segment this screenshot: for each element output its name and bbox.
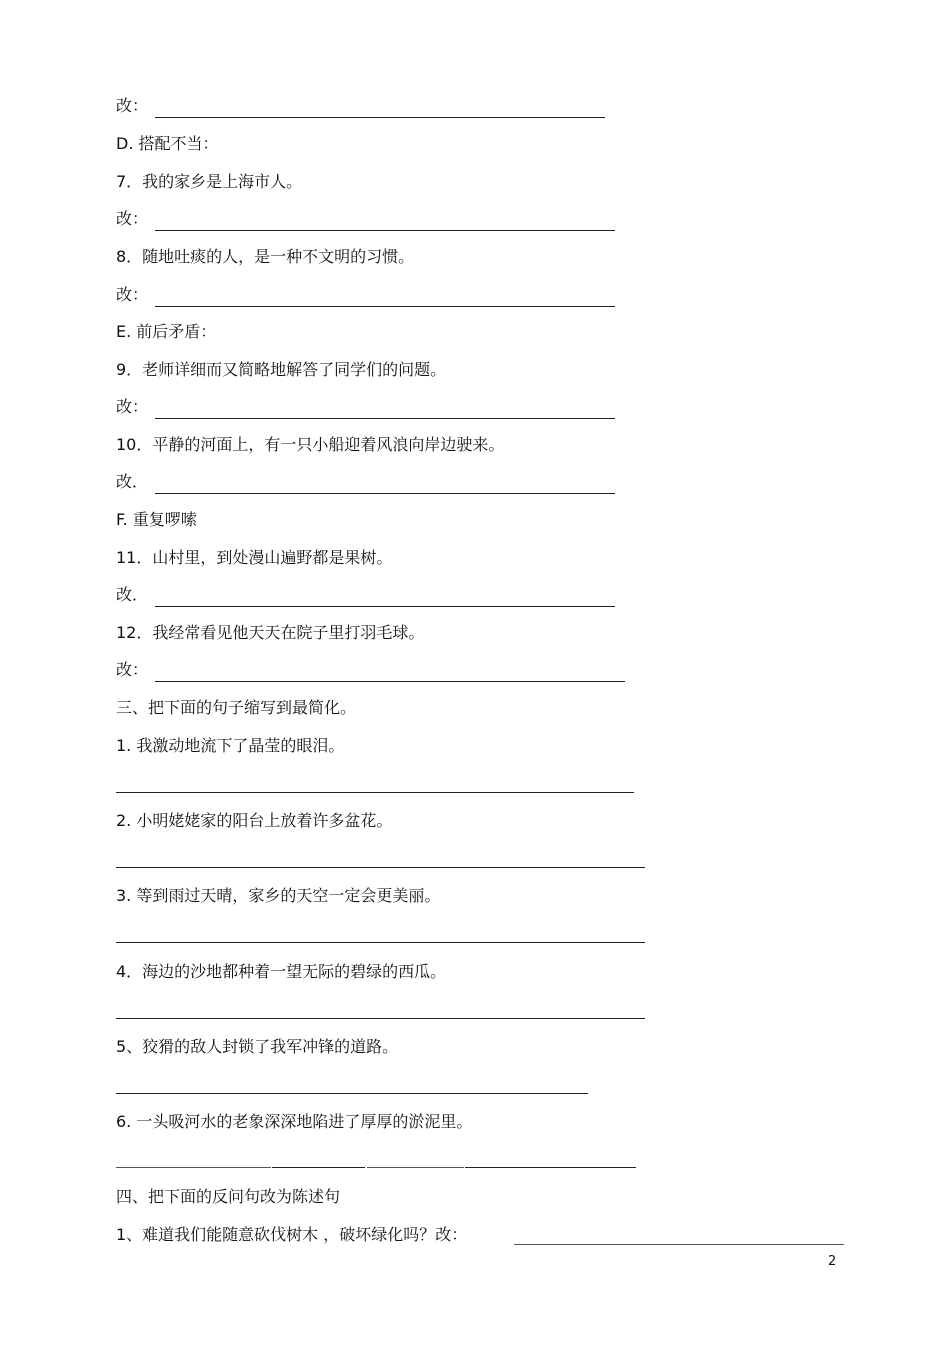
answer-line[interactable]	[155, 493, 615, 494]
question-8: 8．随地吐痰的人，是一种不文明的习惯。	[116, 247, 415, 266]
answer-line-segment[interactable]	[272, 1167, 365, 1168]
question-9: 9．老师详细而又简略地解答了同学们的问题。	[116, 360, 447, 379]
sentence-2: 2. 小明姥姥家的阳台上放着许多盆花。	[116, 811, 393, 830]
answer-line[interactable]	[155, 418, 615, 419]
section-heading: 三、把下面的句子缩写到最简化。	[116, 698, 357, 717]
sentence-5: 5、狡猾的敌人封锁了我军冲锋的道路。	[116, 1037, 399, 1056]
answer-line[interactable]	[155, 117, 605, 118]
answer-line-segment[interactable]	[465, 1167, 636, 1168]
answer-label: 改：	[116, 96, 149, 115]
sentence-6: 6. 一头吸河水的老象深深地陷进了厚厚的淤泥里。	[116, 1112, 473, 1131]
answer-label: 改．	[116, 585, 149, 604]
answer-line[interactable]	[155, 606, 615, 607]
answer-label: 改：	[116, 397, 149, 416]
answer-label: 改．	[116, 472, 149, 491]
answer-label: 改：	[116, 660, 149, 679]
section-heading: 四、把下面的反问句改为陈述句	[116, 1187, 341, 1206]
question-12: 12．我经常看见他天天在院子里打羽毛球。	[116, 623, 425, 642]
sentence-1: 1. 我激动地流下了晶莹的眼泪。	[116, 736, 345, 755]
answer-line[interactable]	[116, 1093, 588, 1094]
question-11: 11．山村里，到处漫山遍野都是果树。	[116, 548, 393, 567]
section-heading: D. 搭配不当：	[116, 134, 219, 153]
answer-line-segment[interactable]	[367, 1167, 464, 1168]
answer-line[interactable]	[514, 1244, 844, 1245]
answer-line-segment[interactable]	[116, 1167, 271, 1168]
section-heading: E. 前后矛盾：	[116, 322, 217, 341]
answer-line[interactable]	[116, 867, 645, 868]
answer-line[interactable]	[116, 942, 645, 943]
page-number: 2	[828, 1254, 837, 1269]
answer-line[interactable]	[155, 230, 615, 231]
sentence-4: 4．海边的沙地都种着一望无际的碧绿的西瓜。	[116, 962, 447, 981]
question-7: 7．我的家乡是上海市人。	[116, 172, 303, 191]
answer-label: 改：	[116, 285, 149, 304]
answer-line[interactable]	[116, 792, 634, 793]
answer-line[interactable]	[155, 306, 615, 307]
answer-line[interactable]	[155, 681, 625, 682]
answer-line[interactable]	[116, 1018, 645, 1019]
sentence-3: 3. 等到雨过天晴，家乡的天空一定会更美丽。	[116, 886, 441, 905]
question-10: 10．平静的河面上，有一只小船迎着风浪向岸边驶来。	[116, 435, 505, 454]
rhetorical-question-1: 1、难道我们能随意砍伐树木 ，破坏绿化吗？改：	[116, 1225, 468, 1244]
answer-label: 改：	[116, 209, 149, 228]
section-heading: F. 重复啰嗦	[116, 510, 197, 529]
